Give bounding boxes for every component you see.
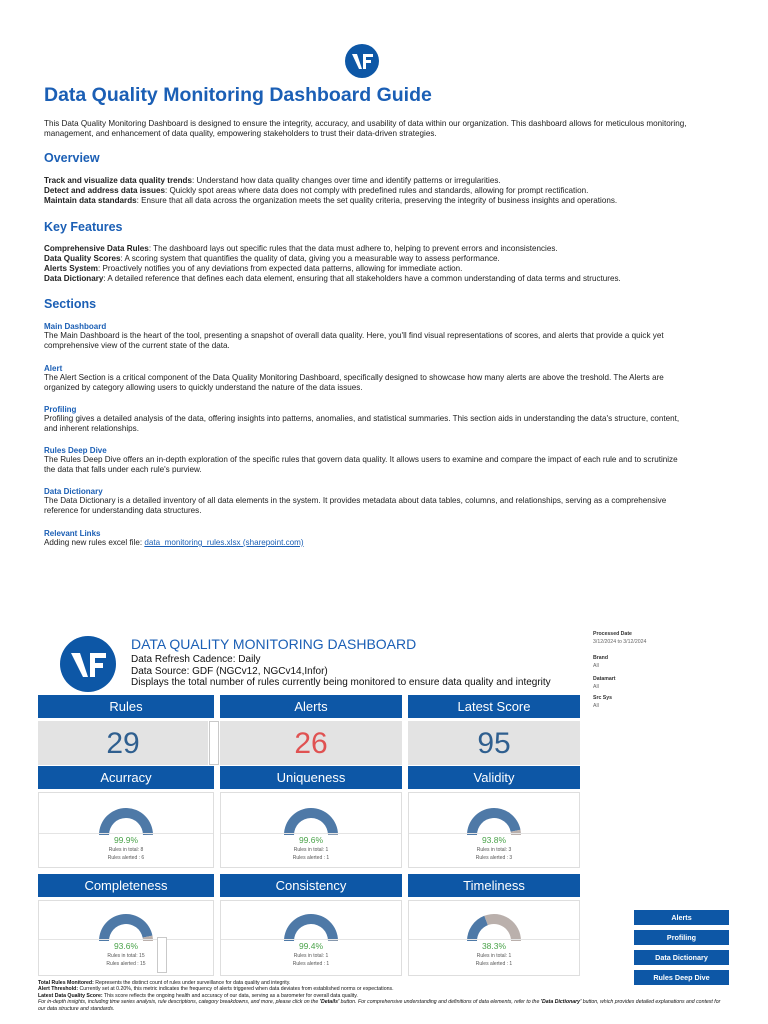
gauge-filled-arc xyxy=(99,914,152,941)
refresh-cadence: Data Refresh Cadence: Daily xyxy=(131,654,261,665)
section-main-dashboard xyxy=(44,322,684,351)
accuracy-percent: 99.9% xyxy=(113,835,139,845)
intro-text: This Data Quality Monitoring Dashboard is designed to ensure the integrity, accuracy, and usability of data within our organization. This dashboard allows for meticulous monitoring, management, and enhancement of data quality, empowering stakeholders to trust their data-driven strategies. xyxy=(44,119,687,138)
key-features-heading: Key Features xyxy=(44,220,123,234)
filter-value: 3/12/2024 to 3/12/2024 xyxy=(593,639,647,645)
section-title: Rules Deep Dive xyxy=(44,446,107,455)
completeness-gauge-card xyxy=(38,900,214,976)
latest-score-header: Latest Score xyxy=(408,695,580,718)
section-title: Relevant Links xyxy=(44,529,101,538)
filter-processed-date[interactable] xyxy=(593,631,646,645)
validity-rules-alerted: Rules alerted : 3 xyxy=(475,855,513,861)
dashboard-title: DATA QUALITY MONITORING DASHBOARD xyxy=(131,636,417,652)
consistency-rules-alerted: Rules alerted : 1 xyxy=(292,961,330,967)
uniqueness-percent: 99.6% xyxy=(298,835,324,845)
uniqueness-rules-alerted: Rules alerted : 1 xyxy=(292,855,330,861)
section-text: Adding new rules excel file: data_monitoring_rules.xlsx (sharepoint.com) xyxy=(44,538,304,547)
filter-value: All xyxy=(593,663,599,669)
completeness-header: Completeness xyxy=(38,874,214,897)
section-data-dictionary xyxy=(44,487,684,516)
gauge-filled-arc xyxy=(467,808,520,835)
footer-details-note: For in-depth insights, including time series analysis, rule descriptions, category breakdowns, and more, please click on the 'Details' button. For comprehensive understanding and definitions of data elements, refer to the 'Data Dictionary' button, which provides detailed explanations and context for our data structure and standards. xyxy=(38,999,721,1012)
section-title: Data Dictionary xyxy=(44,487,103,496)
section-text: The Alert Section is a critical component of the Data Quality Monitoring Dashboard, specifically designed to showcase how many alerts are above the treshold. The Alerts are organized by category allowing users to quickly understand the nature of the data issues. xyxy=(44,373,664,392)
feature-item: Data Dictionary: A detailed reference that defines each data element, ensuring that all stakeholders have a common understanding of data terms and structures. xyxy=(44,274,621,283)
consistency-rules-total: Rules in total: 1 xyxy=(293,953,329,959)
accuracy-rules-total: Rules in total: 8 xyxy=(108,847,144,853)
consistency-percent: 99.4% xyxy=(298,941,324,951)
filter-label: Src Sys xyxy=(593,695,613,701)
validity-header: Validity xyxy=(408,766,580,789)
feature-item: Data Quality Scores: A scoring system that quantifies the quality of data, giving you a measurable way to assess performance. xyxy=(44,254,500,263)
rules-deep-dive-button[interactable]: Rules Deep Dive xyxy=(634,970,729,985)
vf-logo-icon xyxy=(60,636,116,692)
gauge-filled-arc xyxy=(284,914,338,941)
rules-count: 29 xyxy=(38,721,208,765)
latest-score-value: 95 xyxy=(408,721,580,765)
footer-latest-score: Latest Data Quality Score: This score reflects the ongoing health and accuracy of our data, serving as a barometer for overall data quality. xyxy=(38,992,358,999)
uniqueness-gauge-card xyxy=(220,792,402,868)
filter-datamart[interactable] xyxy=(593,676,616,690)
data-dictionary-button[interactable]: Data Dictionary xyxy=(634,950,729,965)
section-profiling xyxy=(44,405,684,434)
accuracy-gauge-card xyxy=(38,792,214,868)
scrollbar[interactable] xyxy=(157,937,167,973)
section-relevant-links xyxy=(44,529,684,548)
overview-item: Track and visualize data quality trends: Understand how data quality changes over time and identify patterns or irregularities. xyxy=(44,176,501,185)
uniqueness-header: Uniqueness xyxy=(220,766,402,789)
dashboard-description: Displays the total number of rules currently being monitored to ensure data quality and integrity xyxy=(131,677,551,688)
feature-item: Alerts System: Proactively notifies you of any deviations from expected data patterns, allowing for immediate action. xyxy=(44,264,463,273)
sections-heading: Sections xyxy=(44,297,97,311)
gauge-filled-arc xyxy=(284,808,338,835)
page-title: Data Quality Monitoring Dashboard Guide xyxy=(44,84,432,106)
section-title: Profiling xyxy=(44,405,77,414)
overview-item: Detect and address data issues: Quickly spot areas where data does not comply with predefined rules and standards, allowing for prompt rectification. xyxy=(44,186,589,195)
section-text: Profiling gives a detailed analysis of the data, offering insights into patterns, anomalies, and statistical summaries. This section aids in understanding the data's structure, content, and inherent relationships. xyxy=(44,414,680,433)
alerts-count: 26 xyxy=(220,721,402,765)
consistency-gauge-card xyxy=(220,900,402,976)
footer-total-rules: Total Rules Monitored: Represents the distinct count of rules under surveillance for data quality and integrity. xyxy=(38,980,291,986)
filter-value: All xyxy=(593,703,599,709)
rules-header: Rules xyxy=(38,695,214,718)
section-rules-deep-dive xyxy=(44,446,684,475)
profiling-button[interactable]: Profiling xyxy=(634,930,729,945)
timeliness-percent: 38.3% xyxy=(481,941,507,951)
completeness-percent: 93.6% xyxy=(113,941,139,951)
filter-label: Processed Date xyxy=(593,631,632,637)
rules-file-link[interactable]: data_monitoring_rules.xlsx (sharepoint.com) xyxy=(144,538,304,547)
filter-src-sys[interactable] xyxy=(593,695,612,709)
alerts-button[interactable]: Alerts xyxy=(634,910,729,925)
vf-logo-icon xyxy=(345,44,379,78)
completeness-rules-alerted: Rules alerted : 15 xyxy=(106,961,146,967)
filter-brand[interactable] xyxy=(593,655,608,669)
overview-section xyxy=(44,151,744,206)
overview-item: Maintain data standards: Ensure that all data across the organization meets the set quality criteria, preserving the integrity of business insights and operations. xyxy=(44,196,618,205)
validity-rules-total: Rules in total: 3 xyxy=(476,847,512,853)
section-title: Main Dashboard xyxy=(44,322,107,331)
scrollbar[interactable] xyxy=(209,721,219,765)
consistency-header: Consistency xyxy=(220,874,402,897)
footer-alert-threshold: Alert Threshold: Currently set at 0.20%, this metric indicates the frequency of alerts triggered when data deviates from established norms or expectations. xyxy=(38,986,394,993)
validity-percent: 93.8% xyxy=(481,835,507,845)
section-text: The Rules Deep Dive offers an in-depth exploration of the specific rules that govern data quality. It allows users to examine and compare the impact of each rule and to scrutinize the data that falls under each rule's purview. xyxy=(44,455,678,474)
filter-label: Datamart xyxy=(593,676,616,682)
overview-heading: Overview xyxy=(44,151,100,165)
filter-label: Brand xyxy=(593,655,608,661)
section-alert xyxy=(44,364,684,393)
filter-value: All xyxy=(593,684,599,690)
data-source: Data Source: GDF (NGCv12, NGCv14,Infor) xyxy=(131,666,328,677)
footer-notes xyxy=(38,980,728,1012)
gauge-filled-arc xyxy=(99,808,153,835)
accuracy-header: Acurracy xyxy=(38,766,214,789)
timeliness-header: Timeliness xyxy=(408,874,580,897)
gauge-filled-arc xyxy=(467,916,488,941)
timeliness-rules-alerted: Rules alerted : 1 xyxy=(475,961,513,967)
alerts-header: Alerts xyxy=(220,695,402,718)
gauge-empty-arc xyxy=(484,914,521,941)
feature-item: Comprehensive Data Rules: The dashboard lays out specific rules that the data must adhere to, helping to prevent errors and inconsistencies. xyxy=(44,244,558,253)
validity-gauge-card xyxy=(408,792,580,868)
timeliness-gauge-card xyxy=(408,900,580,976)
uniqueness-rules-total: Rules in total: 1 xyxy=(293,847,329,853)
section-title: Alert xyxy=(44,364,63,373)
completeness-rules-total: Rules in total: 15 xyxy=(107,953,145,959)
section-text: The Data Dictionary is a detailed inventory of all data elements in the system. It provides metadata about data tables, columns, and relationships, serving as a comprehensive reference for understanding data structures. xyxy=(44,496,667,515)
section-text: The Main Dashboard is the heart of the tool, presenting a snapshot of overall data quality. Here, you'll find visual representations of scores, and alerts that provide a quick yet comprehensive view of the current state of the data. xyxy=(44,331,664,350)
accuracy-rules-alerted: Rules alerted : 6 xyxy=(107,855,145,861)
timeliness-rules-total: Rules in total: 1 xyxy=(476,953,512,959)
key-features-section xyxy=(44,220,744,284)
